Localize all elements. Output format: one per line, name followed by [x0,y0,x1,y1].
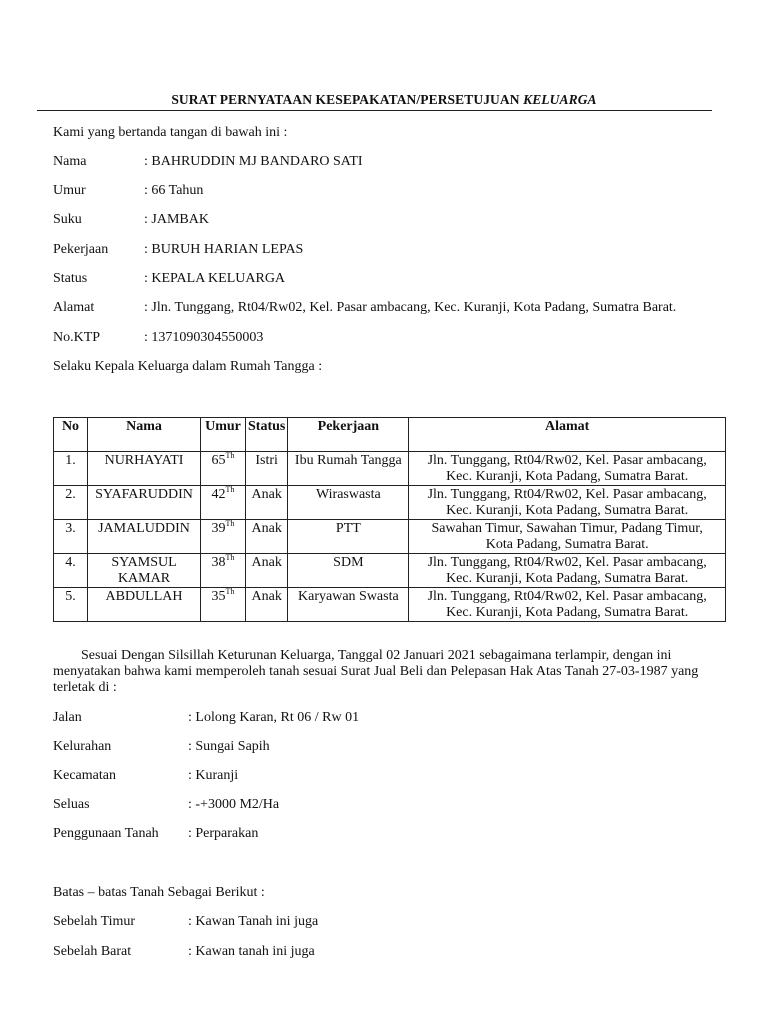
land-value-seluas: : -+3000 M2/Ha [188,797,280,812]
land-value-jalan: : Lolong Karan, Rt 06 / Rw 01 [188,710,360,725]
intro-text: Kami yang bertanda tangan di bawah ini : [53,125,288,140]
table-row [54,554,726,588]
cell-status: Anak [246,486,288,520]
header-alamat: Alamat [409,418,726,452]
cell-no: 5. [54,588,88,622]
identity-value-pekerjaan: : BURUH HARIAN LEPAS [144,242,304,257]
table-row [54,486,726,520]
table-row [54,452,726,486]
land-label-seluas: Seluas [53,797,90,812]
cell-pekerjaan: PTT [288,520,409,554]
alamat-line-1: Jln. Tunggang, Rt04/Rw02, Kel. Pasar ambacang, [427,487,707,502]
alamat-line-2: Kec. Kuranji, Kota Padang, Sumatra Barat. [446,503,689,518]
identity-value-umur: : 66 Tahun [144,183,204,198]
header-umur: Umur [201,418,246,452]
alamat-line-2: Kec. Kuranji, Kota Padang, Sumatra Barat. [446,605,689,620]
header-nama: Nama [88,418,201,452]
land-label-jalan: Jalan [53,710,82,725]
cell-nama: SYAMSUL KAMAR [88,554,201,588]
statement-text: Sesuai Dengan Silsillah Keturunan Keluarga, Tanggal 02 Januari 2021 sebagaimana terlampir, dengan ini menyatakan bahwa kami memperoleh tanah sesuai Surat Jual Beli dan Pelepasan Hak Atas Tanah 27-03-1987 yang terletak di : [53,648,699,695]
age-suffix: Th [225,485,235,494]
cell-alamat [409,554,726,588]
cell-status: Anak [246,554,288,588]
alamat-line-2: Kota Padang, Sumatra Barat. [485,537,649,552]
cell-umur [201,452,246,486]
alamat-line-1: Jln. Tunggang, Rt04/Rw02, Kel. Pasar ambacang, [427,589,707,604]
title-italic: KELUARGA [523,92,597,107]
family-table [53,417,726,622]
cell-pekerjaan: Karyawan Swasta [288,588,409,622]
identity-label-ktp: No.KTP [53,330,101,345]
age-suffix: Th [225,519,235,528]
cell-alamat [409,452,726,486]
cell-umur [201,486,246,520]
alamat-line-1: Jln. Tunggang, Rt04/Rw02, Kel. Pasar ambacang, [427,555,707,570]
cell-pekerjaan: Ibu Rumah Tangga [288,452,409,486]
cell-nama: JAMALUDDIN [88,520,201,554]
header-status: Status [246,418,288,452]
age-value: 39 [211,521,226,536]
land-label-kelurahan: Kelurahan [53,739,112,754]
land-value-kecamatan: : Kuranji [188,768,239,783]
land-value-penggunaan: : Perparakan [188,826,259,841]
age-suffix: Th [225,553,235,562]
cell-status: Anak [246,520,288,554]
identity-value-nama: : BAHRUDDIN MJ BANDARO SATI [144,154,363,169]
identity-label-status: Status [53,271,88,286]
identity-value-alamat: : Jln. Tunggang, Rt04/Rw02, Kel. Pasar ambacang, Kec. Kuranji, Kota Padang, Sumatra Barat. [144,300,677,315]
border-label-timur: Sebelah Timur [53,914,136,929]
cell-alamat [409,486,726,520]
cell-umur [201,554,246,588]
identity-label-umur: Umur [53,183,86,198]
land-label-penggunaan: Penggunaan Tanah [53,826,159,841]
age-value: 38 [211,555,226,570]
identity-label-alamat: Alamat [53,300,95,315]
cell-umur [201,520,246,554]
cell-alamat [409,520,726,554]
alamat-line-2: Kec. Kuranji, Kota Padang, Sumatra Barat. [446,571,689,586]
statement-paragraph [53,648,713,696]
border-value-barat: : Kawan tanah ini juga [188,944,315,959]
age-suffix: Th [225,451,235,460]
cell-nama: NURHAYATI [88,452,201,486]
cell-status: Istri [246,452,288,486]
role-line: Selaku Kepala Keluarga dalam Rumah Tangga : [53,359,323,374]
age-value: 35 [211,589,226,604]
identity-label-nama: Nama [53,154,87,169]
age-value: 65 [211,453,226,468]
cell-no: 3. [54,520,88,554]
header-pekerjaan: Pekerjaan [288,418,409,452]
title-underline [37,110,712,111]
cell-pekerjaan: Wiraswasta [288,486,409,520]
cell-alamat [409,588,726,622]
cell-no: 4. [54,554,88,588]
land-value-kelurahan: : Sungai Sapih [188,739,270,754]
alamat-line-1: Jln. Tunggang, Rt04/Rw02, Kel. Pasar ambacang, [427,453,707,468]
title-main: SURAT PERNYATAAN KESEPAKATAN/PERSETUJUAN [171,92,520,107]
identity-value-suku: : JAMBAK [144,212,209,227]
identity-label-pekerjaan: Pekerjaan [53,242,109,257]
document-title [0,92,768,108]
cell-umur [201,588,246,622]
land-label-kecamatan: Kecamatan [53,768,116,783]
cell-no: 2. [54,486,88,520]
cell-pekerjaan: SDM [288,554,409,588]
age-suffix: Th [225,587,235,596]
identity-label-suku: Suku [53,212,82,227]
table-row [54,588,726,622]
border-value-timur: : Kawan Tanah ini juga [188,914,319,929]
borders-intro: Batas – batas Tanah Sebagai Berikut : [53,885,265,900]
cell-nama: ABDULLAH [88,588,201,622]
alamat-line-1: Sawahan Timur, Sawahan Timur, Padang Timur, [431,521,703,536]
header-no: No [54,418,88,452]
identity-value-status: : KEPALA KELUARGA [144,271,286,286]
table-header-row [54,418,726,452]
cell-nama: SYAFARUDDIN [88,486,201,520]
cell-no: 1. [54,452,88,486]
age-value: 42 [211,487,226,502]
border-label-barat: Sebelah Barat [53,944,132,959]
alamat-line-2: Kec. Kuranji, Kota Padang, Sumatra Barat. [446,469,689,484]
identity-value-ktp: : 1371090304550003 [144,330,264,345]
table-row [54,520,726,554]
cell-status: Anak [246,588,288,622]
